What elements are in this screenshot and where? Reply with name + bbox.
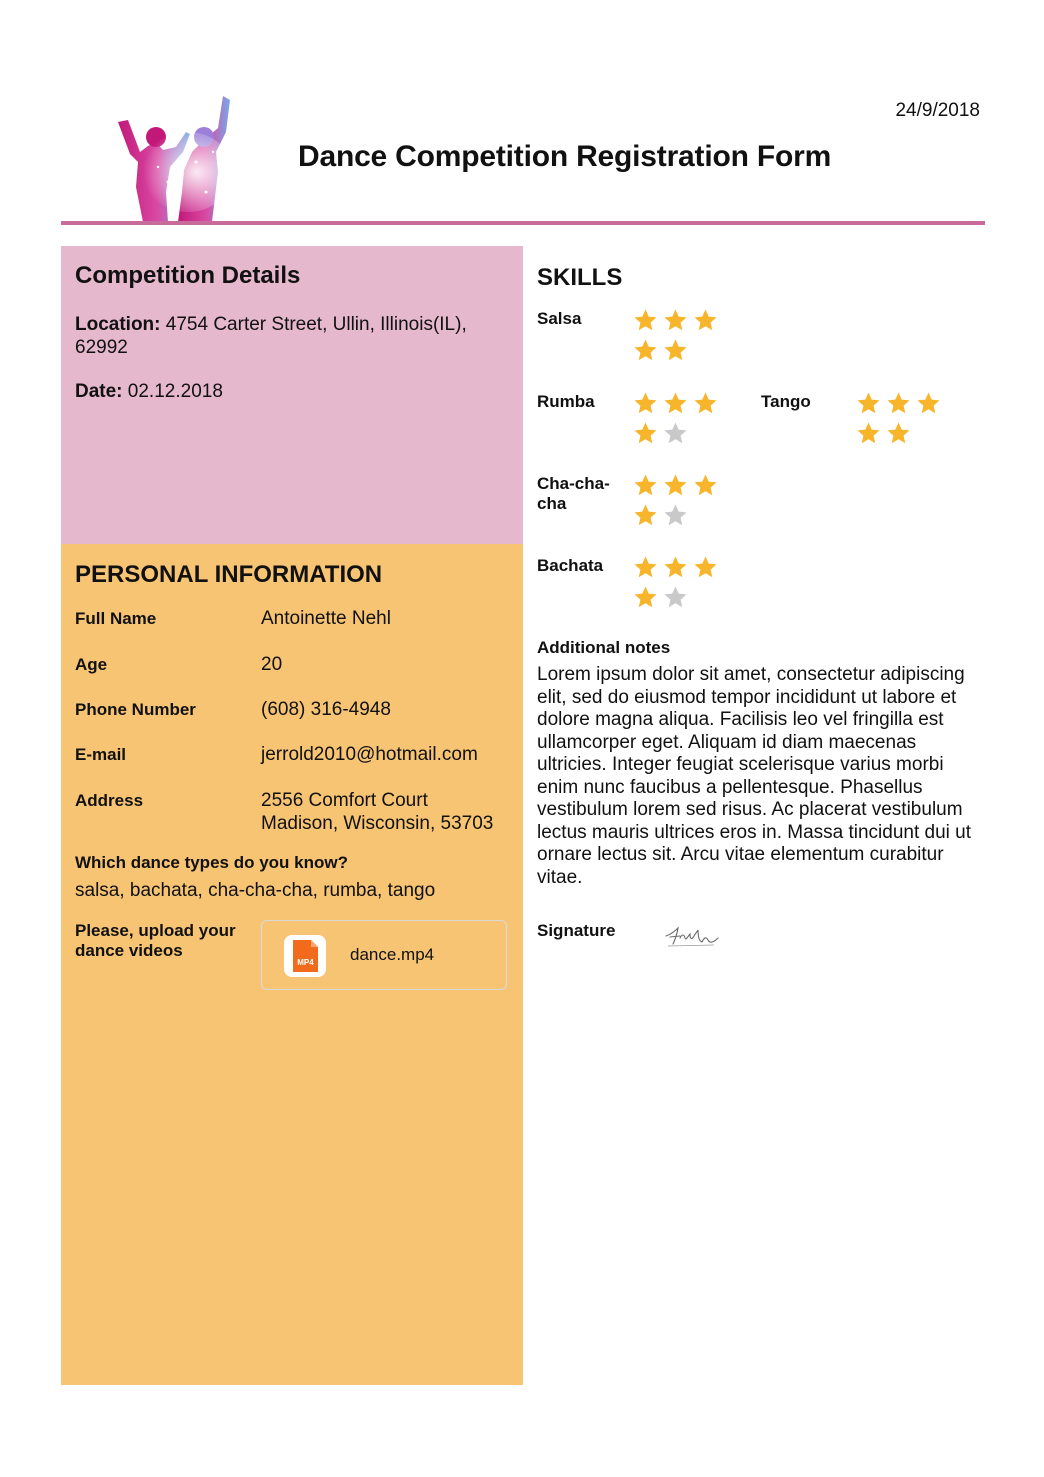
mp4-file-icon bbox=[284, 935, 326, 977]
star-filled-icon[interactable] bbox=[633, 338, 663, 363]
location-label: Location: bbox=[75, 314, 161, 335]
star-filled-icon[interactable] bbox=[693, 391, 723, 416]
rating-tango[interactable] bbox=[856, 391, 951, 451]
upload-label-line1: Please, upload your bbox=[75, 921, 236, 940]
file-extension-label: MP4 bbox=[297, 958, 314, 967]
star-filled-icon[interactable] bbox=[886, 421, 916, 446]
star-filled-icon[interactable] bbox=[693, 473, 723, 498]
address-value-line2: Madison, Wisconsin, 53703 bbox=[261, 813, 494, 834]
star-filled-icon[interactable] bbox=[693, 555, 723, 580]
competition-details-panel bbox=[61, 246, 523, 544]
skill-name-cha-cha-cha-line2: cha bbox=[537, 494, 567, 513]
phone-value: (608) 316-4948 bbox=[261, 699, 391, 720]
email-value: jerrold2010@hotmail.com bbox=[261, 744, 478, 765]
uploaded-file-name[interactable]: dance.mp4 bbox=[350, 945, 435, 964]
star-filled-icon[interactable] bbox=[663, 391, 693, 416]
form-date: 24/9/2018 bbox=[895, 100, 980, 121]
rating-salsa[interactable] bbox=[633, 308, 728, 368]
skill-name-bachata: Bachata bbox=[537, 556, 604, 575]
age-label: Age bbox=[75, 655, 108, 674]
star-empty-icon[interactable] bbox=[663, 503, 693, 528]
star-filled-icon[interactable] bbox=[633, 555, 663, 580]
upload-label-line2: dance videos bbox=[75, 941, 183, 960]
phone-label: Phone Number bbox=[75, 700, 196, 719]
additional-notes-text: Lorem ipsum dolor sit amet, consectetur adipiscing elit, sed do eiusmod tempor incididunt ut labore et dolore magna aliqua. Facilisis leo vel fringilla est ullamcorper eget. Aliquam id diam maecenas ultricies. Integer feugiat scelerisque varius morbi enim nunc faucibus a pellentesque. Phasellus vestibulum lorem sed risus. Ac placerat vestibulum lectus mauris ultrices eros in. Massa tincidunt dui ut ornare lectus sit. Arcu vitae elementum curabitur vitae. bbox=[537, 664, 972, 888]
skill-name-tango: Tango bbox=[761, 392, 811, 411]
star-filled-icon[interactable] bbox=[916, 391, 946, 416]
date-label: Date: bbox=[75, 381, 123, 402]
star-filled-icon[interactable] bbox=[633, 585, 663, 610]
dancers-logo-icon bbox=[108, 92, 243, 222]
skill-name-rumba: Rumba bbox=[537, 392, 595, 411]
location-value: 4754 Carter Street, Ullin, Illinois(IL), 62992 bbox=[75, 314, 467, 358]
additional-notes-heading: Additional notes bbox=[537, 638, 671, 657]
star-filled-icon[interactable] bbox=[856, 391, 886, 416]
star-filled-icon[interactable] bbox=[886, 391, 916, 416]
star-filled-icon[interactable] bbox=[856, 421, 886, 446]
star-filled-icon[interactable] bbox=[663, 473, 693, 498]
address-label: Address bbox=[75, 791, 144, 810]
dance-types-question: Which dance types do you know? bbox=[75, 853, 348, 872]
competition-details-heading: Competition Details bbox=[75, 262, 301, 289]
skill-name-cha-cha-cha-line1: Cha-cha- bbox=[537, 474, 610, 493]
star-filled-icon[interactable] bbox=[663, 308, 693, 333]
email-label: E-mail bbox=[75, 745, 127, 764]
address-value-line1: 2556 Comfort Court bbox=[261, 790, 428, 811]
star-filled-icon[interactable] bbox=[633, 421, 663, 446]
date-value: 02.12.2018 bbox=[127, 381, 223, 402]
star-filled-icon[interactable] bbox=[663, 338, 693, 363]
skills-heading: SKILLS bbox=[537, 264, 623, 291]
star-empty-icon[interactable] bbox=[663, 421, 693, 446]
star-empty-icon[interactable] bbox=[663, 585, 693, 610]
age-value: 20 bbox=[261, 654, 283, 675]
rating-bachata[interactable] bbox=[633, 555, 728, 615]
rating-rumba[interactable] bbox=[633, 391, 728, 451]
rating-cha-cha-cha[interactable] bbox=[633, 473, 728, 533]
personal-information-heading: PERSONAL INFORMATION bbox=[75, 561, 383, 588]
star-filled-icon[interactable] bbox=[693, 308, 723, 333]
star-filled-icon[interactable] bbox=[633, 308, 663, 333]
competition-date bbox=[75, 380, 223, 403]
competition-location bbox=[75, 313, 495, 359]
star-filled-icon[interactable] bbox=[663, 555, 693, 580]
signature-label: Signature bbox=[537, 921, 616, 940]
dance-types-answer: salsa, bachata, cha-cha-cha, rumba, tango bbox=[75, 880, 436, 901]
uploaded-file-card[interactable] bbox=[261, 920, 507, 990]
star-filled-icon[interactable] bbox=[633, 473, 663, 498]
skill-name-salsa: Salsa bbox=[537, 309, 582, 328]
star-filled-icon[interactable] bbox=[633, 503, 663, 528]
full-name-value: Antoinette Nehl bbox=[261, 608, 391, 629]
page-title: Dance Competition Registration Form bbox=[298, 140, 832, 173]
header-divider bbox=[61, 221, 985, 225]
signature-image bbox=[664, 924, 720, 952]
full-name-label: Full Name bbox=[75, 609, 157, 628]
star-filled-icon[interactable] bbox=[633, 391, 663, 416]
